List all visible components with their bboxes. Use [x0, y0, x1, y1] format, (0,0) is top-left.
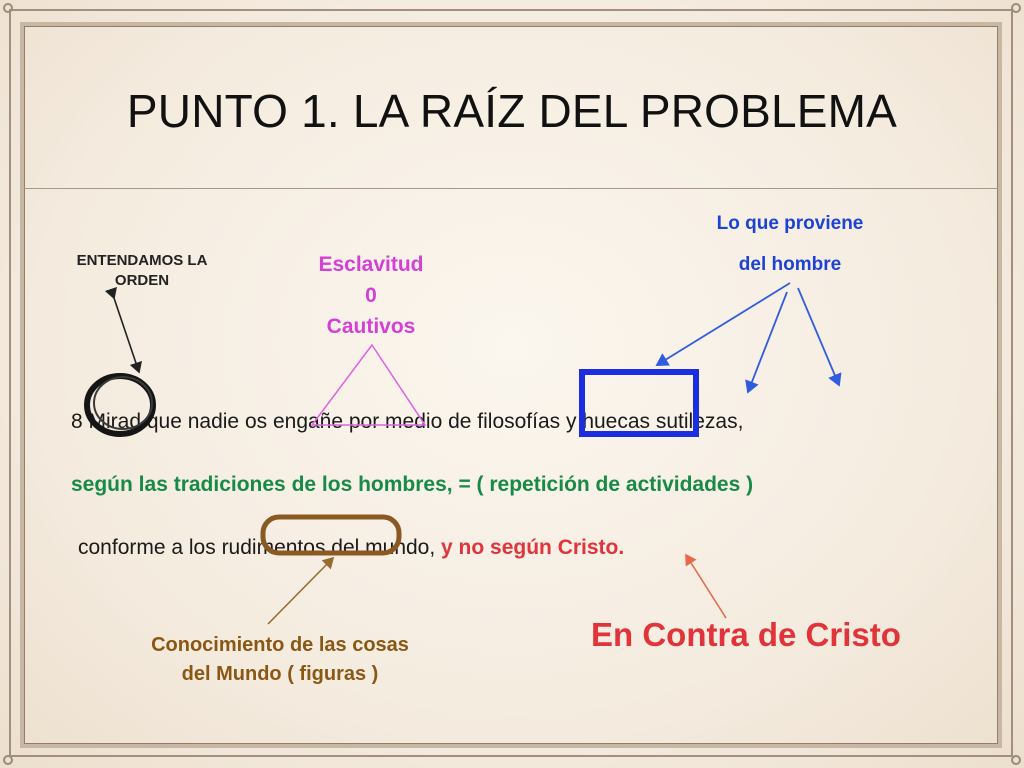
blue-arrow-right — [798, 288, 839, 385]
from-man-label-line1: Lo que proviene — [716, 213, 864, 234]
worldly-knowledge-line1: Conocimiento de las cosas — [151, 634, 409, 656]
verse-line-3-main: conforme a los rudimentos del mundo, — [78, 536, 442, 559]
brown-highlight-mark — [263, 517, 399, 553]
worldly-knowledge-line2: del Mundo ( figuras ) — [181, 663, 379, 685]
order-label-line1: ENTENDAMOS LA — [76, 252, 208, 269]
circle-mark-black-inner — [94, 377, 152, 429]
red-arrow — [686, 555, 726, 618]
blue-box-mark — [582, 372, 696, 434]
slavery-label-line2: 0 — [365, 284, 377, 307]
slavery-label-line3: Cautivos — [326, 315, 416, 338]
slide-title: PUNTO 1. LA RAÍZ DEL PROBLEMA — [126, 85, 898, 137]
against-christ-label: En Contra de Cristo — [591, 616, 901, 653]
slavery-label-line1: Esclavitud — [318, 253, 424, 276]
verse-line-2: según las tradiciones de los hombres, = ( repetición de actividades ) — [71, 473, 754, 496]
blue-arrow-left — [657, 283, 790, 365]
pink-triangle — [312, 345, 425, 425]
from-man-label-line2: del hombre — [738, 254, 842, 275]
order-label-line2: ORDEN — [114, 272, 170, 289]
verse-line-3-emphasis: y no según Cristo. — [441, 536, 625, 559]
order-arrow — [114, 298, 139, 372]
blue-arrow-middle — [748, 292, 787, 392]
brown-arrow — [268, 558, 333, 624]
verse-line-1: 8 Mirad que nadie os engañe por medio de filosofías y huecas sutilezas, — [71, 410, 744, 433]
